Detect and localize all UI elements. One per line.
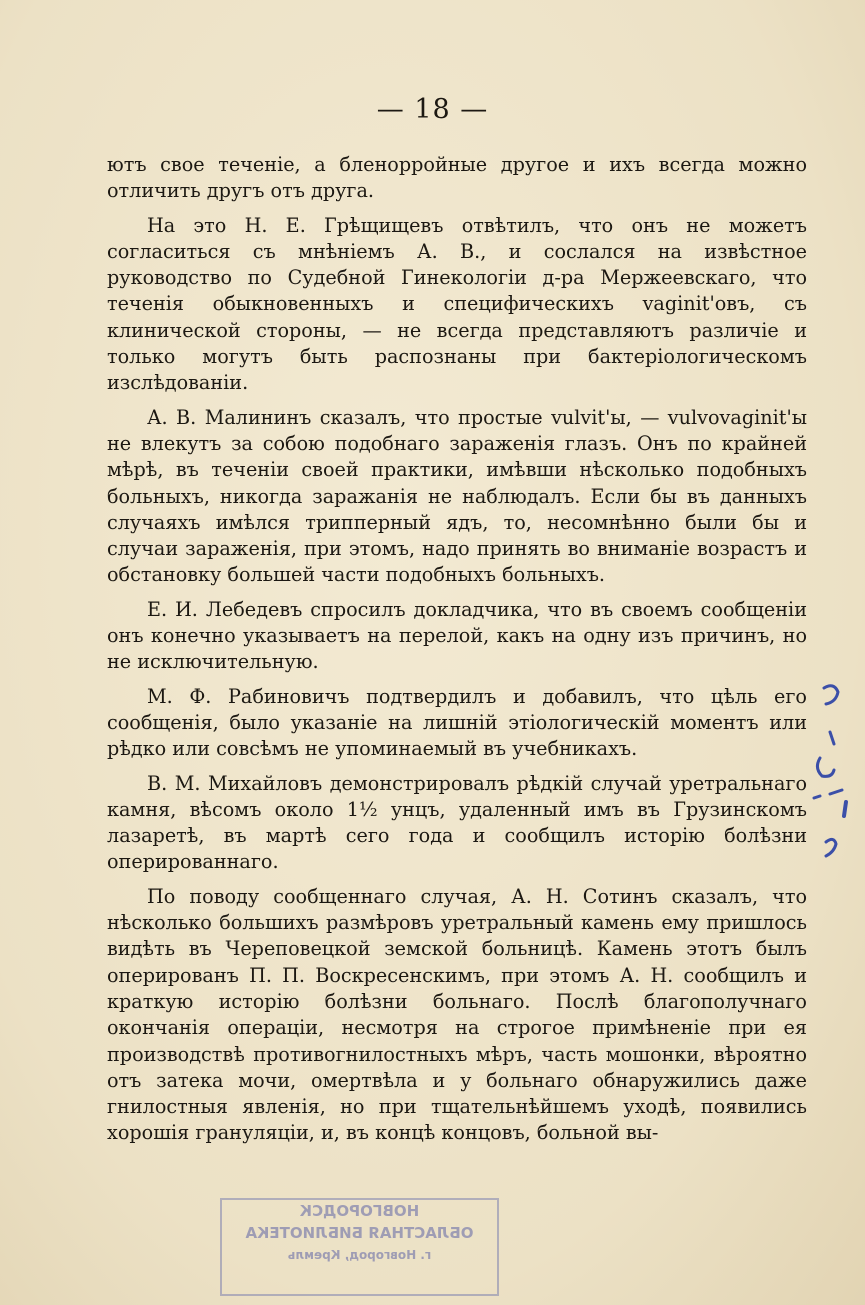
paragraph: ютъ свое теченіе, а бленорройные другое и ихъ всегда можно отличить другъ отъ друга. bbox=[107, 153, 807, 203]
paragraph: На это Н. Е. Грѣщищевъ отвѣтилъ, что онъ не можетъ согласиться съ мнѣніемъ А. В., и сослался на извѣстное руководство по Судебной Гинекологіи д-ра Мержеевскаго, что теченія обыкновенныхъ и специфическихъ vaginit'овъ, съ клинической стороны, — не всегда представляютъ различіе и только могутъ быть распознаны при бактеріологическомъ изслѣдованіи. bbox=[107, 213, 807, 395]
paragraph: Е. И. Лебедевъ спросилъ докладчика, что въ своемъ сообщеніи онъ конечно указываетъ на перелой, какъ на одну изъ причинъ, но не исключительную. bbox=[107, 597, 807, 674]
pencil-marks-icon bbox=[800, 670, 860, 870]
stamp-line: ОБЛАСТНАЯ БИБЛИОТЕКА bbox=[245, 1224, 474, 1242]
stamp-line: г. Новгород, Кремль bbox=[287, 1248, 432, 1262]
paragraph: В. М. Михайловъ демонстрировалъ рѣдкій случай уретральнаго камня, вѣсомъ около 1½ унцъ, удаленный имъ въ Грузинскомъ лазаретѣ, въ мартѣ сего года и сообщилъ исторію болѣзни оперированнаго. bbox=[107, 771, 807, 874]
library-stamp bbox=[220, 1198, 499, 1296]
paragraph: А. В. Малининъ сказалъ, что простые vulvit'ы, — vulvovaginit'ы не влекутъ за собою подобнаго зараженія глазъ. Онъ по крайней мѣрѣ, въ теченіи своей практики, имѣвши нѣсколько подобныхъ больныхъ, никогда заражанія не наблюдалъ. Если бы въ данныхъ случаяхъ имѣлся трипперный ядъ, то, несомнѣнно были бы и случаи зараженія, при этомъ, надо принять во вниманіе возрастъ и обстановку большей части подобныхъ больныхъ. bbox=[107, 405, 807, 587]
paragraph: М. Ф. Рабиновичъ подтвердилъ и добавилъ, что цѣль его сообщенія, было указаніе на лишній этіологическій моментъ или рѣдко или совсѣмъ не упоминаемый въ учебникахъ. bbox=[107, 684, 807, 761]
page-number: — 18 — bbox=[376, 94, 489, 125]
paragraph: По поводу сообщеннаго случая, А. Н. Сотинъ сказалъ, что нѣсколько большихъ размѣровъ уретральный камень ему пришлось видѣть въ Череповецкой земской больницѣ. Камень этотъ былъ оперированъ П. П. Воскресенскимъ, при этомъ А. Н. сообщилъ и краткую исторію болѣзни больнаго. Послѣ благополучнаго окончанія операціи, несмотря на строгое примѣненіе при ея производствѣ противогнилостныхъ мѣръ, часть мошонки, вѣроятно отъ затека мочи, омертвѣла и у больнаго обнаружились даже гнилостныя явленія, но при тщательнѣйшемъ уходѣ, появились хорошія грануляціи, и, въ концѣ концовъ, больной вы- bbox=[107, 884, 807, 1145]
body-text bbox=[107, 152, 807, 1155]
stamp-line: НОВГОРОДСК bbox=[299, 1202, 420, 1220]
